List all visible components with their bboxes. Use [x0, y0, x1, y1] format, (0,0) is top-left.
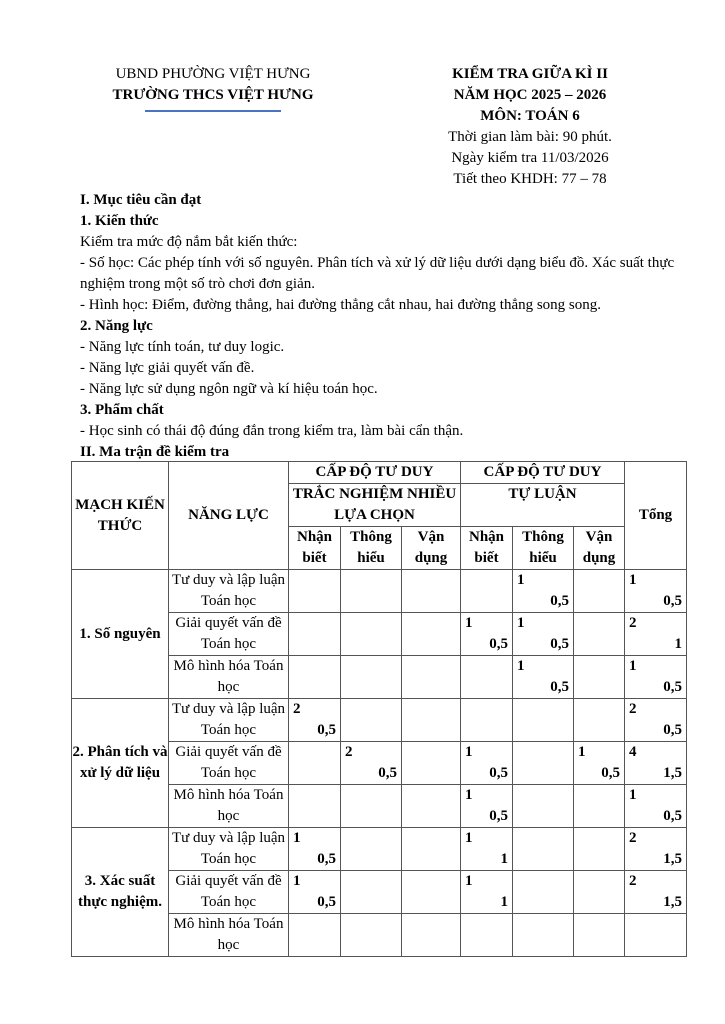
question-count [517, 699, 569, 720]
score-cell [289, 742, 341, 785]
question-count [345, 828, 397, 849]
competence-cell: Mô hình hóa Toán học [169, 785, 289, 828]
score-cell [574, 785, 625, 828]
point-value [345, 634, 397, 655]
question-count: 1 [629, 572, 637, 588]
score-cell [625, 785, 687, 828]
point-value: 0,5 [489, 765, 508, 781]
score-cell [513, 656, 574, 699]
question-count [578, 785, 620, 806]
score-cell [625, 742, 687, 785]
score-cell [461, 871, 513, 914]
header-trac-nghiem: TRẮC NGHIỆM NHIỀU LỰA CHỌN [289, 484, 461, 527]
point-value [406, 677, 456, 698]
table-row [72, 570, 687, 613]
table-row [72, 828, 687, 871]
header-thong-hieu: Thông hiểu [513, 527, 574, 570]
score-cell [513, 828, 574, 871]
score-cell [341, 742, 402, 785]
question-count [578, 914, 620, 935]
body-line: - Năng lực giải quyết vấn đề. [80, 360, 255, 376]
header-mach-kien-thuc: MẠCH KIẾN THỨC [72, 462, 169, 570]
question-count [578, 699, 620, 720]
score-cell [461, 656, 513, 699]
question-count [345, 699, 397, 720]
question-count [578, 828, 620, 849]
point-value: 0,5 [663, 722, 682, 738]
score-cell [574, 570, 625, 613]
score-cell [341, 656, 402, 699]
question-count: 1 [517, 615, 525, 631]
competence-cell: Tư duy và lập luận Toán học [169, 570, 289, 613]
score-cell [461, 699, 513, 742]
question-count [345, 613, 397, 634]
point-value [517, 806, 569, 827]
body-line: - Hình học: Điểm, đường thẳng, hai đường thẳng cắt nhau, hai đường thẳng song song. [80, 297, 602, 313]
score-cell [513, 871, 574, 914]
point-value [629, 935, 682, 956]
school-year: NĂM HỌC 2025 – 2026 [453, 87, 607, 103]
score-cell [402, 699, 461, 742]
score-cell [625, 871, 687, 914]
score-cell [461, 914, 513, 957]
question-count [406, 871, 456, 892]
question-count: 2 [293, 701, 301, 717]
point-value [345, 677, 397, 698]
question-count [406, 828, 456, 849]
score-cell [289, 914, 341, 957]
question-count [406, 656, 456, 677]
score-cell [289, 828, 341, 871]
question-count [517, 871, 569, 892]
point-value [406, 763, 456, 784]
point-value: 0,5 [489, 808, 508, 824]
score-cell [341, 785, 402, 828]
question-count [578, 656, 620, 677]
score-cell [289, 699, 341, 742]
point-value [293, 806, 336, 827]
score-cell [341, 699, 402, 742]
point-value [578, 720, 620, 741]
point-value [578, 677, 620, 698]
question-count: 1 [517, 572, 525, 588]
point-value [406, 892, 456, 913]
point-value: 1,5 [663, 851, 682, 867]
point-value [406, 591, 456, 612]
point-value: 1 [674, 636, 682, 652]
score-cell [341, 914, 402, 957]
question-count [517, 785, 569, 806]
header-right [412, 64, 648, 190]
score-cell [574, 699, 625, 742]
point-value: 0,5 [550, 679, 569, 695]
point-value: 0,5 [378, 765, 397, 781]
score-cell [289, 570, 341, 613]
question-count [465, 570, 508, 591]
question-count: 1 [465, 873, 473, 889]
exam-date: Ngày kiểm tra 11/03/2026 [451, 150, 609, 166]
score-cell [625, 656, 687, 699]
competence-cell: Mô hình hóa Toán học [169, 914, 289, 957]
score-cell [402, 656, 461, 699]
question-count [345, 785, 397, 806]
body-line: - Học sinh có thái độ đúng đắn trong kiểm tra, làm bài cẩn thận. [80, 423, 464, 439]
question-count [578, 871, 620, 892]
point-value: 1,5 [663, 894, 682, 910]
header-cap-do-1: CẤP ĐỘ TƯ DUY [289, 462, 461, 484]
question-count [345, 914, 397, 935]
point-value: 0,5 [663, 679, 682, 695]
point-value [465, 720, 508, 741]
question-count [406, 699, 456, 720]
point-value [406, 634, 456, 655]
competence-cell: Giải quyết vấn đề Toán học [169, 871, 289, 914]
score-cell [625, 699, 687, 742]
point-value: 0,5 [489, 636, 508, 652]
point-value [517, 720, 569, 741]
score-cell [402, 914, 461, 957]
question-count: 1 [517, 658, 525, 674]
question-count [293, 914, 336, 935]
point-value [578, 935, 620, 956]
point-value [578, 634, 620, 655]
point-value: 1 [500, 851, 508, 867]
question-count [345, 656, 397, 677]
header-underline [145, 110, 281, 112]
score-cell [341, 613, 402, 656]
topic-cell: 1. Số nguyên [72, 570, 169, 699]
exam-matrix-table [71, 461, 687, 957]
question-count [465, 914, 508, 935]
score-cell [625, 570, 687, 613]
score-cell [402, 742, 461, 785]
subheading-knowledge: 1. Kiến thức [80, 213, 159, 229]
question-count: 2 [629, 873, 637, 889]
score-cell [402, 785, 461, 828]
question-count: 2 [629, 701, 637, 717]
question-count [517, 828, 569, 849]
competence-cell: Tư duy và lập luận Toán học [169, 828, 289, 871]
score-cell [461, 613, 513, 656]
point-value [578, 806, 620, 827]
subheading-competence: 2. Năng lực [80, 318, 153, 334]
point-value [345, 935, 397, 956]
section-heading-1: I. Mục tiêu cần đạt [80, 192, 202, 208]
score-cell [513, 699, 574, 742]
ward-name: UBND PHƯỜNG VIỆT HƯNG [115, 66, 311, 82]
competence-cell: Tư duy và lập luận Toán học [169, 699, 289, 742]
score-cell [341, 828, 402, 871]
header-tong: Tổng [625, 462, 687, 570]
score-cell [289, 871, 341, 914]
point-value: 1 [500, 894, 508, 910]
header-left [78, 64, 348, 112]
point-value [517, 892, 569, 913]
table-row [72, 699, 687, 742]
score-cell [574, 914, 625, 957]
question-count [345, 871, 397, 892]
header-tu-luan: TỰ LUẬN [461, 484, 625, 527]
point-value [345, 892, 397, 913]
point-value: 0,5 [663, 808, 682, 824]
question-count [406, 742, 456, 763]
lesson-period: Tiết theo KHDH: 77 – 78 [453, 171, 607, 187]
competence-cell: Mô hình hóa Toán học [169, 656, 289, 699]
point-value [406, 849, 456, 870]
point-value: 0,5 [550, 593, 569, 609]
score-cell [402, 871, 461, 914]
point-value [578, 849, 620, 870]
body-line: - Năng lực tính toán, tư duy logic. [80, 339, 285, 355]
score-cell [625, 828, 687, 871]
score-cell [574, 742, 625, 785]
question-count: 2 [345, 744, 353, 760]
point-value [517, 763, 569, 784]
point-value [465, 935, 508, 956]
question-count [293, 656, 336, 677]
body-line: - Số học: Các phép tính với số nguyên. Phân tích và xử lý dữ liệu dưới dạng biểu đồ. Xác suất thực nghiệm trong một số trò chơi đơn giản. [80, 255, 675, 292]
question-count: 1 [465, 744, 473, 760]
subject: MÔN: TOÁN 6 [480, 108, 580, 124]
topic-cell: 3. Xác suất thực nghiệm. [72, 828, 169, 957]
question-count [293, 613, 336, 634]
score-cell [289, 656, 341, 699]
school-name: TRƯỜNG THCS VIỆT HƯNG [112, 87, 314, 103]
header-van-dung: Vận dụng [402, 527, 461, 570]
point-value [578, 892, 620, 913]
score-cell [402, 828, 461, 871]
question-count: 1 [465, 787, 473, 803]
body-content [80, 190, 680, 463]
point-value: 0,5 [663, 593, 682, 609]
question-count: 2 [629, 830, 637, 846]
score-cell [402, 570, 461, 613]
header-cap-do-2: CẤP ĐỘ TƯ DUY [461, 462, 625, 484]
topic-cell: 2. Phân tích và xử lý dữ liệu [72, 699, 169, 828]
score-cell [574, 613, 625, 656]
score-cell [513, 613, 574, 656]
score-cell [461, 570, 513, 613]
competence-cell: Giải quyết vấn đề Toán học [169, 742, 289, 785]
point-value [293, 591, 336, 612]
point-value: 0,5 [317, 894, 336, 910]
point-value: 0,5 [317, 851, 336, 867]
score-cell [513, 742, 574, 785]
question-count: 1 [465, 830, 473, 846]
question-count [293, 742, 336, 763]
score-cell [513, 914, 574, 957]
question-count: 1 [629, 787, 637, 803]
score-cell [625, 613, 687, 656]
score-cell [625, 914, 687, 957]
question-count: 1 [629, 658, 637, 674]
point-value: 0,5 [601, 765, 620, 781]
section-heading-2: II. Ma trận đề kiểm tra [80, 444, 230, 460]
header-nhan-biet: Nhận biết [289, 527, 341, 570]
score-cell [574, 871, 625, 914]
point-value [465, 591, 508, 612]
point-value [406, 935, 456, 956]
score-cell [461, 828, 513, 871]
header-nhan-biet: Nhận biết [461, 527, 513, 570]
point-value: 0,5 [317, 722, 336, 738]
duration: Thời gian làm bài: 90 phút. [448, 129, 612, 145]
question-count [465, 656, 508, 677]
header-van-dung: Vận dụng [574, 527, 625, 570]
score-cell [513, 785, 574, 828]
question-count [578, 570, 620, 591]
score-cell [461, 742, 513, 785]
score-cell [461, 785, 513, 828]
question-count [517, 914, 569, 935]
question-count: 1 [578, 744, 586, 760]
question-count [406, 785, 456, 806]
point-value [293, 935, 336, 956]
question-count [517, 742, 569, 763]
score-cell [574, 656, 625, 699]
question-count: 1 [293, 830, 301, 846]
competence-cell: Giải quyết vấn đề Toán học [169, 613, 289, 656]
body-line: Kiểm tra mức độ nắm bắt kiến thức: [80, 234, 298, 250]
point-value [465, 677, 508, 698]
point-value [345, 720, 397, 741]
point-value: 0,5 [550, 636, 569, 652]
question-count [578, 613, 620, 634]
score-cell [513, 570, 574, 613]
question-count: 2 [629, 615, 637, 631]
question-count: 1 [465, 615, 473, 631]
question-count [406, 914, 456, 935]
body-line: - Năng lực sử dụng ngôn ngữ và kí hiệu toán học. [80, 381, 378, 397]
point-value [345, 849, 397, 870]
header-thong-hieu: Thông hiểu [341, 527, 402, 570]
question-count [345, 570, 397, 591]
point-value [293, 634, 336, 655]
header-nang-luc: NĂNG LỰC [169, 462, 289, 570]
point-value [293, 677, 336, 698]
question-count: 1 [293, 873, 301, 889]
score-cell [341, 570, 402, 613]
question-count [629, 914, 682, 935]
point-value [406, 720, 456, 741]
point-value: 1,5 [663, 765, 682, 781]
point-value [345, 806, 397, 827]
exam-title: KIỂM TRA GIỮA KÌ II [452, 66, 608, 82]
score-cell [289, 785, 341, 828]
point-value [345, 591, 397, 612]
question-count [293, 785, 336, 806]
point-value [517, 935, 569, 956]
score-cell [341, 871, 402, 914]
score-cell [289, 613, 341, 656]
question-count [465, 699, 508, 720]
point-value [406, 806, 456, 827]
question-count [406, 613, 456, 634]
point-value [578, 591, 620, 612]
question-count [406, 570, 456, 591]
subheading-qualities: 3. Phẩm chất [80, 402, 164, 418]
question-count [293, 570, 336, 591]
score-cell [402, 613, 461, 656]
question-count: 4 [629, 744, 637, 760]
point-value [293, 763, 336, 784]
point-value [517, 849, 569, 870]
score-cell [574, 828, 625, 871]
